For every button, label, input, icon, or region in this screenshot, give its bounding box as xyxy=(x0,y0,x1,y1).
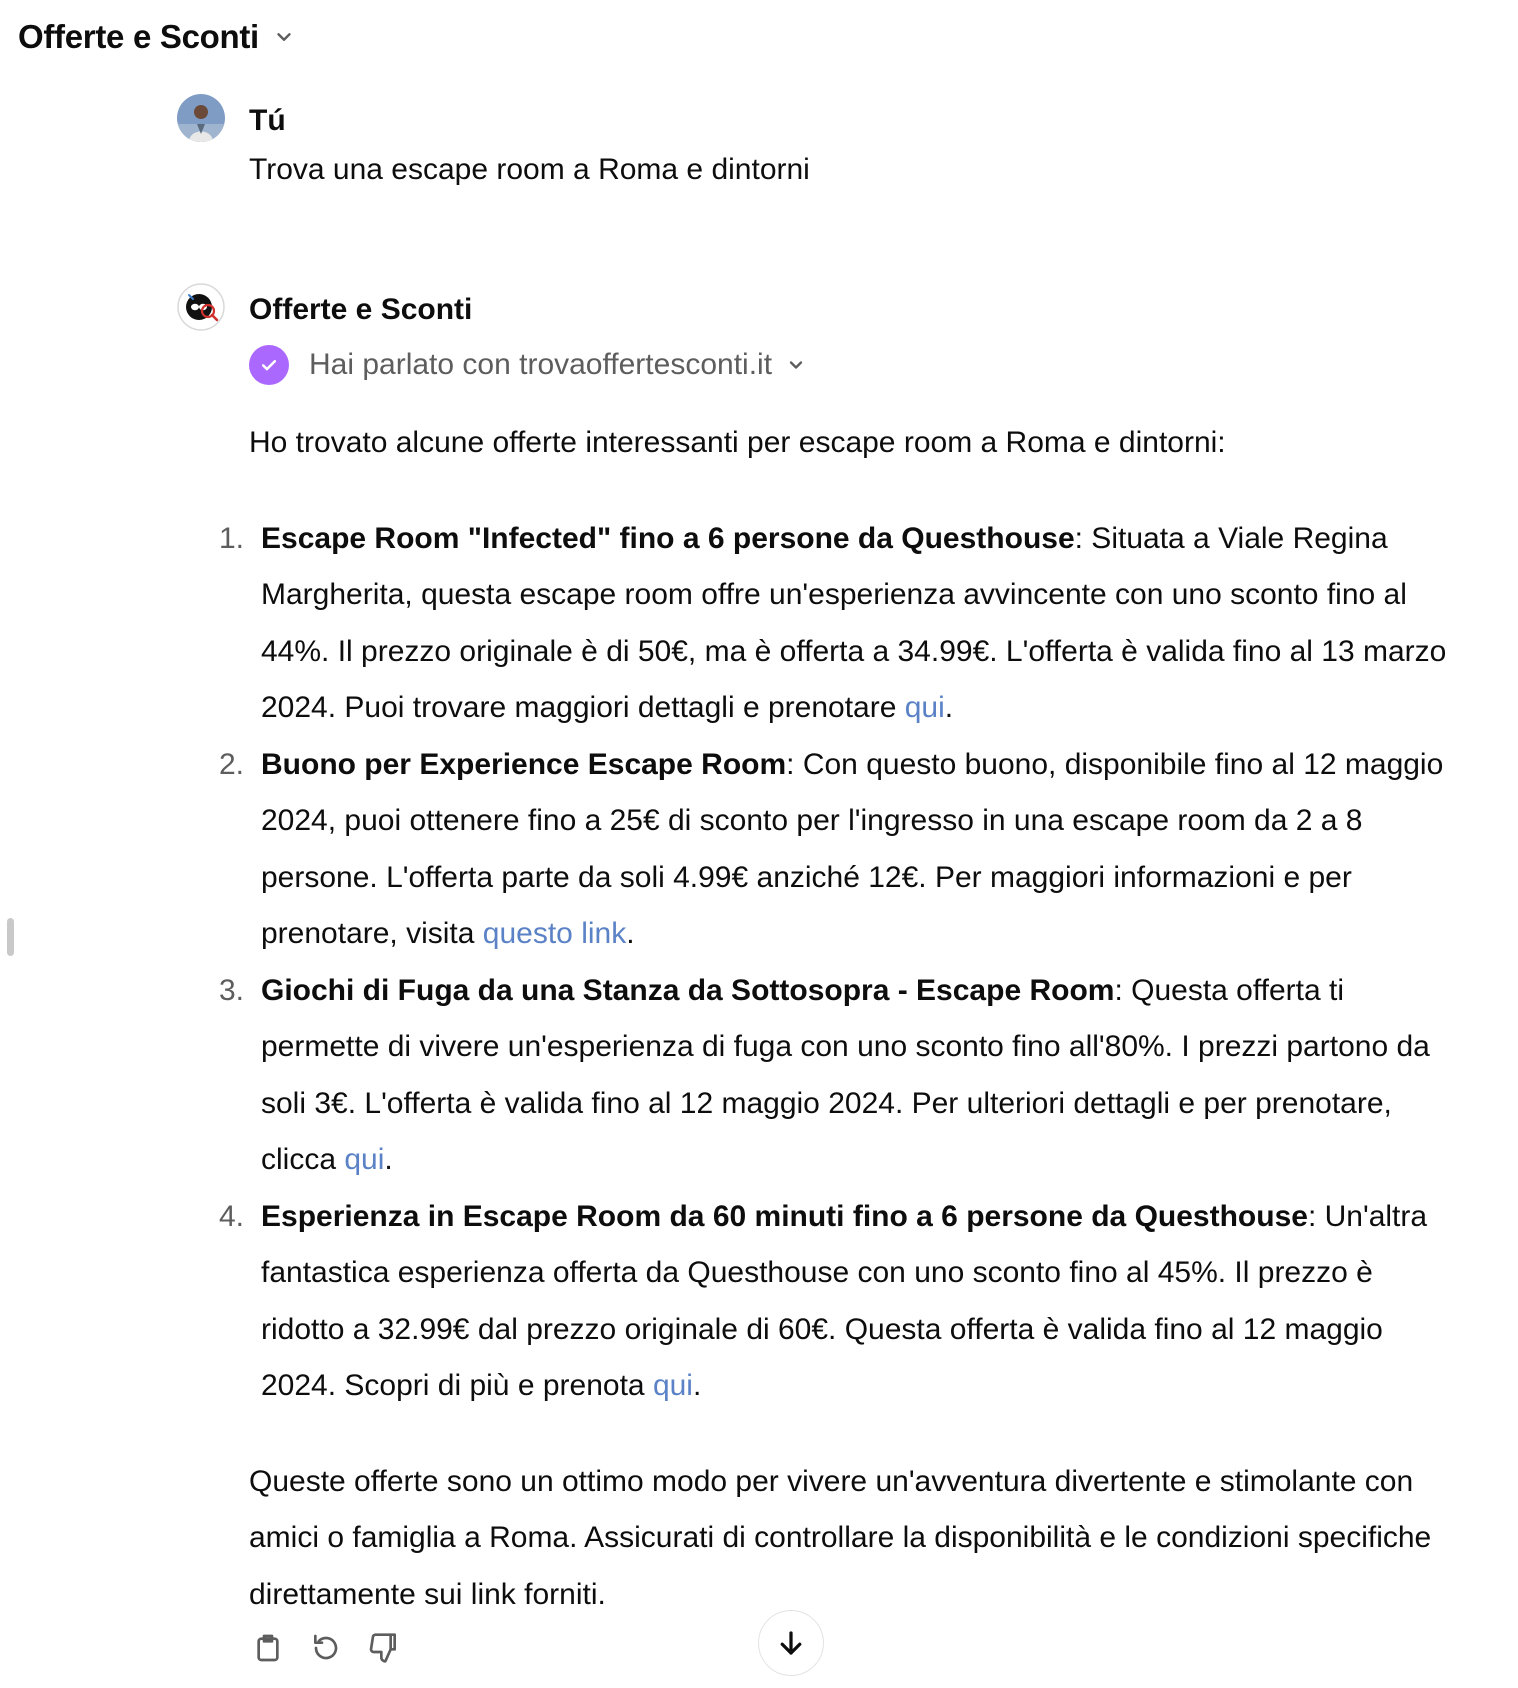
list-item xyxy=(219,737,1459,963)
offer-title: Escape Room "Infected" fino a 6 persone da Questhouse xyxy=(261,521,1075,555)
chevron-down-icon xyxy=(786,355,806,375)
assistant-message-body xyxy=(219,415,1459,1623)
offer-title: Buono per Experience Escape Room xyxy=(261,747,787,781)
offer-link[interactable]: qui xyxy=(904,691,945,724)
offer-title: Esperienza in Escape Room da 60 minuti fino a 6 persone da Questhouse xyxy=(261,1199,1308,1233)
offer-link[interactable]: qui xyxy=(652,1369,693,1402)
offer-text: : Questa offerta ti permette di vivere un'esperienza di fuga con uno sconto fino all'80%. I prezzi partono da soli 3€. L'offerta è valida fino al 12 maggio 2024. Per ulteriori dettagli e per prenotare, clicca xyxy=(261,973,1430,1176)
outro-text: Queste offerte sono un ottimo modo per vivere un'avventura divertente e stimolante con amici o famiglia a Roma. Assicurati di controllare la disponibilità e le condizioni specifiche direttamente sui link forniti. xyxy=(249,1464,1432,1611)
list-item xyxy=(219,511,1459,737)
offer-end: . xyxy=(626,917,635,950)
clipboard-icon[interactable] xyxy=(252,1632,284,1664)
user-message xyxy=(177,94,1458,194)
user-name: Tú xyxy=(249,104,286,137)
offer-end: . xyxy=(692,1369,702,1402)
offer-link[interactable]: questo link xyxy=(482,917,627,950)
user-avatar xyxy=(177,94,225,142)
list-number: 2. xyxy=(219,747,245,781)
list-item xyxy=(219,963,1459,1189)
offer-end: . xyxy=(944,691,954,724)
list-number: 1. xyxy=(219,521,245,555)
sidebar-resize-handle[interactable] xyxy=(7,918,14,956)
gpt-name: Offerte e Sconti xyxy=(249,293,473,326)
offer-list xyxy=(219,511,1459,1415)
offer-text: : Un'altra fantastica esperienza offerta da Questhouse con uno sconto fino al 45%. Il prezzo è ridotto a 32.99€ dal prezzo originale di 60€. Questa offerta è valida fino al 12 maggio 2024. Scopri di più e prenota xyxy=(261,1199,1428,1402)
gpt-avatar xyxy=(177,283,225,331)
intro-text: Ho trovato alcune offerte interessanti per escape room a Roma e dintorni: xyxy=(249,426,1226,459)
thumbs-down-icon[interactable] xyxy=(368,1632,400,1664)
tool-call-toggle[interactable] xyxy=(249,345,806,385)
check-circle-icon xyxy=(249,345,289,385)
arrow-down-icon xyxy=(776,1628,806,1658)
offer-text: : Situata a Viale Regina Margherita, questa escape room offre un'esperienza avvincente con uno sconto fino al 44%. Il prezzo originale è di 50€, ma è offerta a 34.99€. L'offerta è valida fino al 13 marzo 2024. Puoi trovare maggiori dettagli e prenotare xyxy=(261,521,1447,724)
list-item xyxy=(219,1189,1459,1415)
regenerate-icon[interactable] xyxy=(310,1632,342,1664)
chevron-down-icon xyxy=(273,26,295,48)
user-message-text: Trova una escape room a Roma e dintorni xyxy=(249,153,810,186)
gpt-title-dropdown[interactable] xyxy=(18,18,295,56)
list-number: 4. xyxy=(219,1199,245,1233)
list-number: 3. xyxy=(219,973,245,1007)
scroll-to-bottom-button[interactable] xyxy=(758,1610,824,1676)
offer-text: : Con questo buono, disponibile fino al 12 maggio 2024, puoi ottenere fino a 25€ di sconto per l'ingresso in una escape room da 2 a 8 persone. L'offerta parte da soli 4.99€ anziché 12€. Per maggiori informazioni e per prenotare, visita xyxy=(261,747,1444,950)
tool-call-label: Hai parlato con trovaoffertesconti.it xyxy=(309,348,773,381)
offer-title: Giochi di Fuga da una Stanza da Sottosopra - Escape Room xyxy=(261,973,1115,1007)
message-actions xyxy=(252,1632,400,1664)
offer-end: . xyxy=(384,1143,393,1176)
page-title: Offerte e Sconti xyxy=(18,18,259,55)
offer-link[interactable]: qui xyxy=(344,1143,385,1176)
